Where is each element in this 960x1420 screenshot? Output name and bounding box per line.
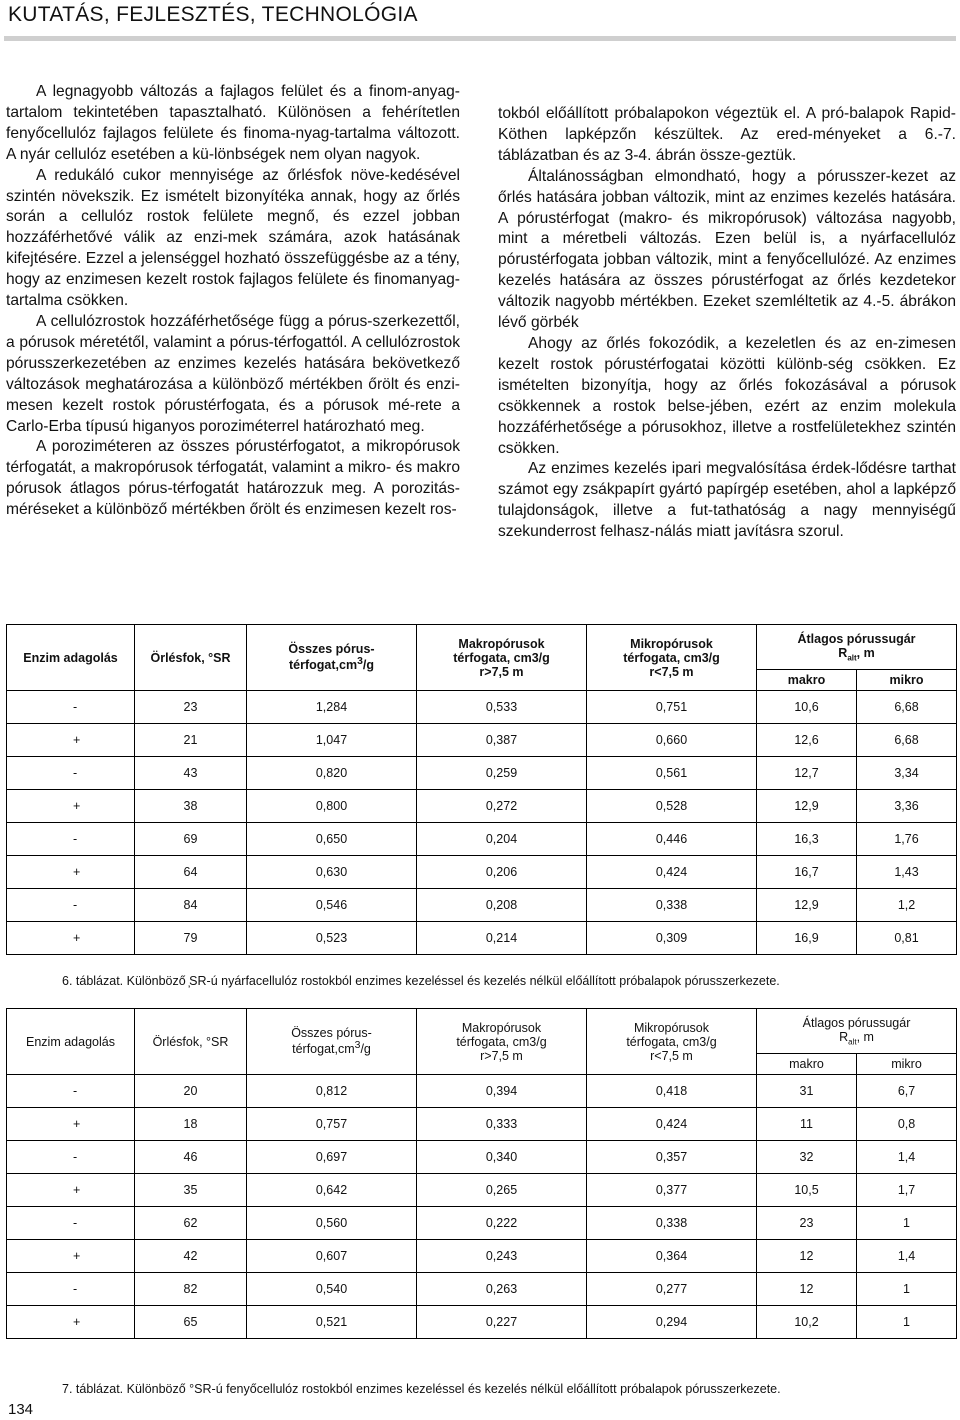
table-cell: 0,222 (417, 1207, 587, 1240)
header-orlesfok: Örlésfok, °SR (135, 1009, 247, 1075)
header-makro-radius: makro (757, 1054, 857, 1075)
table-cell: + (7, 724, 135, 757)
table-cell: 35 (135, 1174, 247, 1207)
paragraph: A redukáló cukor mennyisége az őrlésfok növe-kedésével szintén növekszik. Ez ismételt bizonyítéka annak, hogy az őrlés során a cellulóz rostok felülete megnő, és ezzel jobban hozzáférhetővé válik az enzi-mek számára, azok hatásának kifejtésére. Ezzel a jelenséggel hozható összefüggésbe az a tény, hogy az enzimesen kezelt rostok fajlagos felülete és finomanyag-tartalma csökken. (6, 166, 460, 310)
table-cell: 0,546 (247, 889, 417, 922)
table-cell: 11 (757, 1108, 857, 1141)
table-cell: + (7, 922, 135, 955)
table-cell: 0,340 (417, 1141, 587, 1174)
table-cell: 0,214 (417, 922, 587, 955)
table-cell: - (7, 757, 135, 790)
table-cell: 0,294 (587, 1306, 757, 1339)
header-mikro: Mikropórusok térfogata, cm3/g r<7,5 m (587, 1009, 757, 1075)
table-cell: 0,8 (857, 1108, 957, 1141)
table-cell: 0,630 (247, 856, 417, 889)
table-cell: 1,4 (857, 1240, 957, 1273)
table-cell: 0,540 (247, 1273, 417, 1306)
table-cell: 84 (135, 889, 247, 922)
table-cell: 0,377 (587, 1174, 757, 1207)
table-cell: - (7, 1075, 135, 1108)
table-cell: 0,272 (417, 790, 587, 823)
table-cell: 12 (757, 1240, 857, 1273)
table-cell: 0,660 (587, 724, 757, 757)
table-cell: 21 (135, 724, 247, 757)
table-row (7, 1075, 957, 1108)
paragraph: Általánosságban elmondható, hogy a pórusszer-kezet az őrlés hatására jobban változik, mint az enzimes kezelés hatására. A pórustérfogat (makro- és mikropórusok) változása nagyobb, mint a méretbeli változás. Ezen belül is, a nyárfacellulóz pórustérfogata jobban változik, mint a fenyőcellulózé. Az enzimes kezelés hatására az összes pórustérfogat az őrlés kezdetekor változik nagyobb mértékben. Ezeket szemléltetik az 4.-5. ábrákon lévő görbék (498, 167, 956, 332)
header-osszes: Összes pórus- $térfogat,cm^3/g$ (247, 625, 417, 691)
paragraph: tokból előállított próbalapokon végeztük el. A pró-balapok Rapid-Köthen lapképzőn készültek. Az ered-ményeket a 6.-7. táblázatban és az 3-4. ábrán össze-geztük. (498, 105, 956, 164)
table-cell: + (7, 1174, 135, 1207)
table-body (7, 691, 957, 955)
header-makro: Makropórusok térfogata, cm3/g r>7,5 m (417, 625, 587, 691)
table-cell: 1 (857, 1306, 957, 1339)
page-header (8, 0, 956, 38)
paragraph: Ahogy az őrlés fokozódik, a kezeletlen és az en-zimesen kezelt rostok pórustérfogatai közötti különb-ség csökken. Ez ismételten bizonyítja, hogy az őrlés fokozásával a pórusok csökkennek a rostok belse-jében, ezért az enzim molekula hozzáférhetősége a pórusokhoz, illetve a rostfelületekhez szintén csökken. (498, 334, 956, 457)
table-cell: 32 (757, 1141, 857, 1174)
header-enzim: Enzim adagolás (7, 1009, 135, 1075)
table-cell: - (7, 691, 135, 724)
table-cell: 0,751 (587, 691, 757, 724)
page-number: 134 (8, 1401, 34, 1418)
header-rule (4, 36, 956, 41)
table-row (7, 1108, 957, 1141)
table-cell: 64 (135, 856, 247, 889)
table-cell: 10,2 (757, 1306, 857, 1339)
header-atlag: Átlagos pórussugár $R_{alt}$, m (757, 625, 957, 670)
table-cell: + (7, 856, 135, 889)
section-title: KUTATÁS, FEJLESZTÉS, TECHNOLÓGIA (8, 3, 418, 26)
table-row (7, 823, 957, 856)
table-cell: 0,650 (247, 823, 417, 856)
header-orlesfok: Örlésfok, °SR (135, 625, 247, 691)
table-cell: 0,528 (587, 790, 757, 823)
table-cell: 1,047 (247, 724, 417, 757)
header-osszes: Összes pórus- $térfogat,cm^3/g$ (247, 1009, 417, 1075)
table-header-row (7, 625, 957, 670)
table-row (7, 691, 957, 724)
table-cell: 38 (135, 790, 247, 823)
table-cell: 12,9 (757, 790, 857, 823)
table-cell: 10,5 (757, 1174, 857, 1207)
table-cell: 12,7 (757, 757, 857, 790)
header-mikro-radius: mikro (857, 670, 957, 691)
table-cell: 0,418 (587, 1075, 757, 1108)
table-cell: 18 (135, 1108, 247, 1141)
right-text-column (498, 104, 956, 543)
table-cell: 1 (857, 1273, 957, 1306)
table-cell: 0,560 (247, 1207, 417, 1240)
table-6 (6, 624, 957, 955)
paragraph: A cellulózrostok hozzáférhetősége függ a pórus-szerkezettől, a pórusok méretétől, valamint a pórus-térfogattól. A cellulózrostok pórusszerkezetében az enzimes kezelés hatására bekövetkező változások meghatározása a különböző mértékben őrölt és enzi-mesen kezelt rostok pórustérfogata, és a pórusok mé-rete a Carlo-Erba típusú higanyos poroziméterrel határozható meg. (6, 312, 460, 435)
paragraph: Az enzimes kezelés ipari megvalósítása érdek-lődésre tarthat számot egy zsákpapírt gyártó papírgép esetében, ahol a lapképző tulajdonságok, illetve a fut-tathatóság a nagy mennyiségű szekunderrost felhasz-nálás miatt javításra szorul. (498, 460, 956, 541)
table-cell: 23 (757, 1207, 857, 1240)
table-cell: - (7, 1273, 135, 1306)
table-cell: 0,309 (587, 922, 757, 955)
table-cell: 0,277 (587, 1273, 757, 1306)
table-cell: 0,243 (417, 1240, 587, 1273)
table-cell: 0,523 (247, 922, 417, 955)
table-7-caption: 7. táblázat. Különböző °SR-ú fenyőcellulóz rostokból enzimes kezeléssel és kezelés nélkül előállított próbalapok pórusszerkezete. (62, 1382, 781, 1396)
table-cell: - (7, 1141, 135, 1174)
table-cell: 0,338 (587, 889, 757, 922)
table-cell: + (7, 1240, 135, 1273)
table-cell: 10,6 (757, 691, 857, 724)
table-cell: 1,2 (857, 889, 957, 922)
table-cell: 1,76 (857, 823, 957, 856)
paragraph: A poroziméteren az összes pórustérfogatot, a mikropórusok térfogatát, a makropórusok térfogatát, valamint a mikro- és makro pórusok átlagos pórus-térfogatát határozzuk meg. A porozitás- méréseket a különböző mértékben őrölt és enzimesen kezelt ros- (6, 438, 460, 519)
table-row (7, 1207, 957, 1240)
table-row (7, 856, 957, 889)
table-cell: - (7, 889, 135, 922)
table-cell: 43 (135, 757, 247, 790)
table-cell: 69 (135, 823, 247, 856)
table-cell: 1 (857, 1207, 957, 1240)
header-mikro-radius: mikro (857, 1054, 957, 1075)
table-cell: + (7, 790, 135, 823)
table-cell: 62 (135, 1207, 247, 1240)
table-row (7, 1141, 957, 1174)
table-row (7, 757, 957, 790)
table-cell: 0,820 (247, 757, 417, 790)
table-cell: 3,34 (857, 757, 957, 790)
table-cell: 46 (135, 1141, 247, 1174)
table-cell: 6,68 (857, 724, 957, 757)
table-cell: 0,265 (417, 1174, 587, 1207)
table-cell: 31 (757, 1075, 857, 1108)
table-cell: 1,284 (247, 691, 417, 724)
paragraph: A legnagyobb változás a fajlagos felület és a finom-anyag-tartalom tekintetében tapasztalható. Különösen a fehérítetlen fenyőcellulóz fajlagos felülete és finoma-nyag-tartalma változott. A nyár cellulóz esetében a kü-lönbségek nem olyan nagyok. (6, 83, 460, 163)
table-cell: - (7, 823, 135, 856)
table-cell: 20 (135, 1075, 247, 1108)
left-text-column (6, 82, 460, 521)
header-enzim: Enzim adagolás (7, 625, 135, 691)
table-cell: 0,357 (587, 1141, 757, 1174)
table-row (7, 1273, 957, 1306)
table-cell: 0,364 (587, 1240, 757, 1273)
table-row (7, 1174, 957, 1207)
table-cell: 0,338 (587, 1207, 757, 1240)
table-cell: 0,446 (587, 823, 757, 856)
table-cell: 12,6 (757, 724, 857, 757)
table-cell: 42 (135, 1240, 247, 1273)
table-cell: 0,394 (417, 1075, 587, 1108)
table-cell: 0,387 (417, 724, 587, 757)
table-cell: 79 (135, 922, 247, 955)
table-cell: 3,36 (857, 790, 957, 823)
table-cell: 0,642 (247, 1174, 417, 1207)
table-cell: 0,607 (247, 1240, 417, 1273)
table-cell: 0,204 (417, 823, 587, 856)
table-cell: 0,424 (587, 856, 757, 889)
table-cell: 0,561 (587, 757, 757, 790)
table-cell: 16,7 (757, 856, 857, 889)
table-row (7, 724, 957, 757)
table-cell: 0,812 (247, 1075, 417, 1108)
table-row (7, 922, 957, 955)
table-cell: 0,263 (417, 1273, 587, 1306)
table-cell: 6,68 (857, 691, 957, 724)
table-cell: 0,521 (247, 1306, 417, 1339)
table-cell: 0,333 (417, 1108, 587, 1141)
table-cell: 1,4 (857, 1141, 957, 1174)
table-cell: 12,9 (757, 889, 857, 922)
table-cell: + (7, 1306, 135, 1339)
table-row (7, 790, 957, 823)
table-body (7, 1075, 957, 1339)
table-cell: 0,206 (417, 856, 587, 889)
table-cell: 1,7 (857, 1174, 957, 1207)
header-makro: Makropórusok térfogata, cm3/g r>7,5 m (417, 1009, 587, 1075)
table-row (7, 1240, 957, 1273)
table-cell: + (7, 1108, 135, 1141)
table-cell: 12 (757, 1273, 857, 1306)
table-cell: 0,259 (417, 757, 587, 790)
table-cell: 0,800 (247, 790, 417, 823)
header-makro-radius: makro (757, 670, 857, 691)
table-cell: 0,533 (417, 691, 587, 724)
table-row (7, 889, 957, 922)
table-cell: 0,424 (587, 1108, 757, 1141)
table-cell: 0,81 (857, 922, 957, 955)
table-header-row (7, 1009, 957, 1054)
table-cell: 0,227 (417, 1306, 587, 1339)
table-cell: 23 (135, 691, 247, 724)
table-cell: 0,757 (247, 1108, 417, 1141)
table-cell: 82 (135, 1273, 247, 1306)
table-cell: 16,3 (757, 823, 857, 856)
table-row (7, 1306, 957, 1339)
header-atlag: Átlagos pórussugár $R_{alt}$, m (757, 1009, 957, 1054)
table-cell: 0,208 (417, 889, 587, 922)
table-cell: - (7, 1207, 135, 1240)
table-cell: 6,7 (857, 1075, 957, 1108)
table-7 (6, 1008, 957, 1339)
table-6-caption: 6. táblázat. Különböző ̦SR-ú nyárfacellulóz rostokból enzimes kezeléssel és kezelés nélkül előállított próbalapok pórusszerkezete. (62, 974, 780, 988)
table-cell: 65 (135, 1306, 247, 1339)
header-mikro: Mikropórusok térfogata, cm3/g r<7,5 m (587, 625, 757, 691)
table-cell: 0,697 (247, 1141, 417, 1174)
table-cell: 1,43 (857, 856, 957, 889)
table-cell: 16,9 (757, 922, 857, 955)
